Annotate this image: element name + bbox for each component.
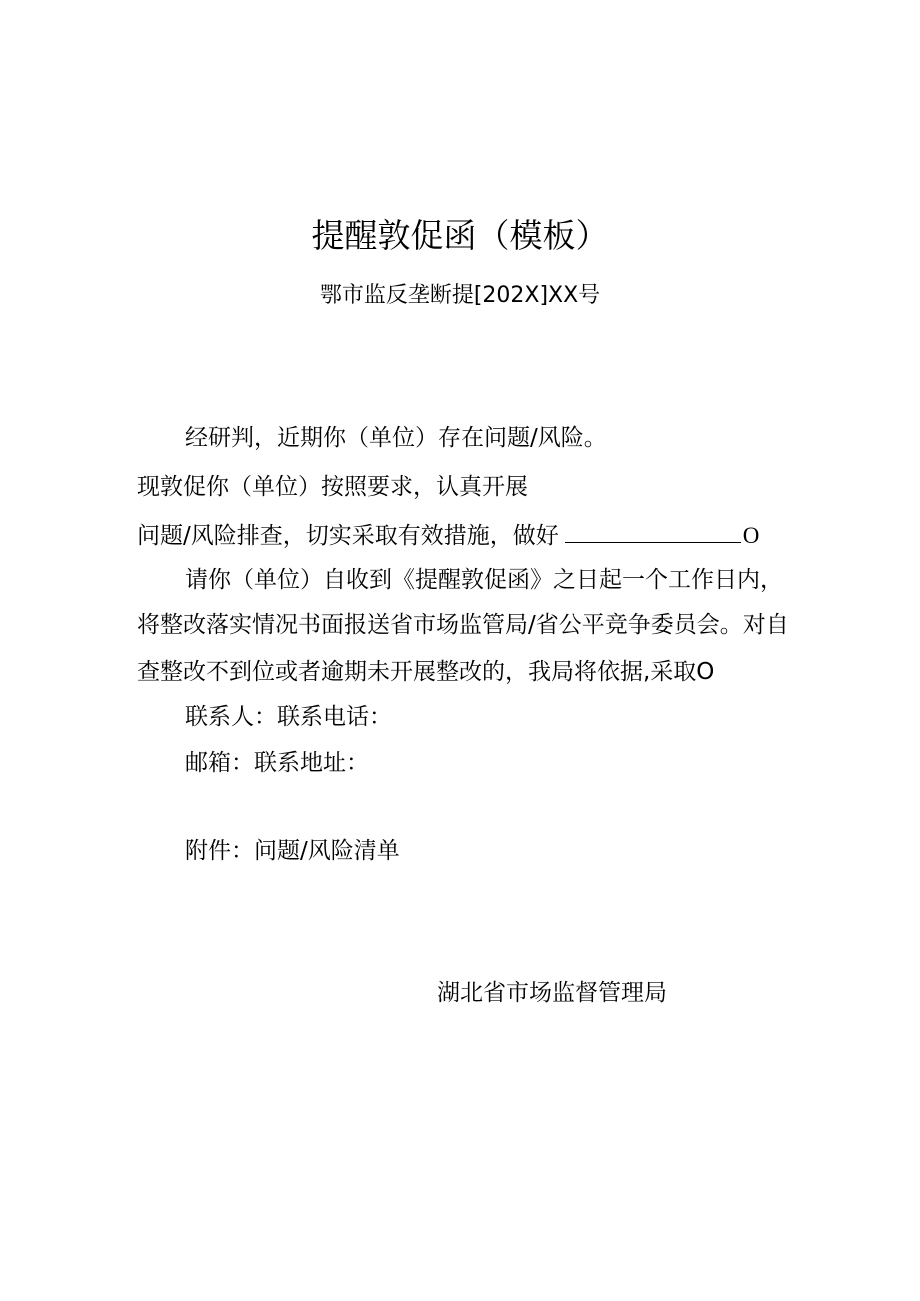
- document-number: 鄂市监反垄断提[202X]XX号: [319, 283, 601, 308]
- paragraph-2-line-2: [137, 518, 759, 551]
- signature-organization: 湖北省市场监督管理局: [437, 980, 667, 1006]
- contact-person-phone: 联系人：联系电话：: [185, 704, 392, 730]
- paragraph-1: 经研判，近期你（单位）存在问题/风险。: [185, 425, 607, 451]
- paragraph-2-line-1: 现敦促你（单位）按照要求，认真开展: [137, 474, 528, 500]
- contact-email-address: 邮箱：联系地址：: [185, 750, 369, 776]
- paragraph-2-line-2-end: O: [742, 523, 760, 548]
- fill-in-blank: [565, 518, 741, 543]
- paragraph-3-line-3: 查整改不到位或者逾期未开展整改的，我局将依据,采取O: [137, 659, 715, 685]
- attachment-line: 附件：问题/风险清单: [185, 838, 400, 864]
- paragraph-2-line-2-text: 问题/风险排查，切实采取有效措施，做好: [137, 523, 559, 549]
- document-title: 提醒敦促函（模板）: [311, 216, 609, 255]
- paragraph-3-line-1: 请你（单位）自收到《提醒敦促函》之日起一个工作日内，: [185, 567, 783, 593]
- paragraph-3-line-2: 将整改落实情况书面报送省市场监管局/省公平竞争委员会。对自: [137, 612, 789, 638]
